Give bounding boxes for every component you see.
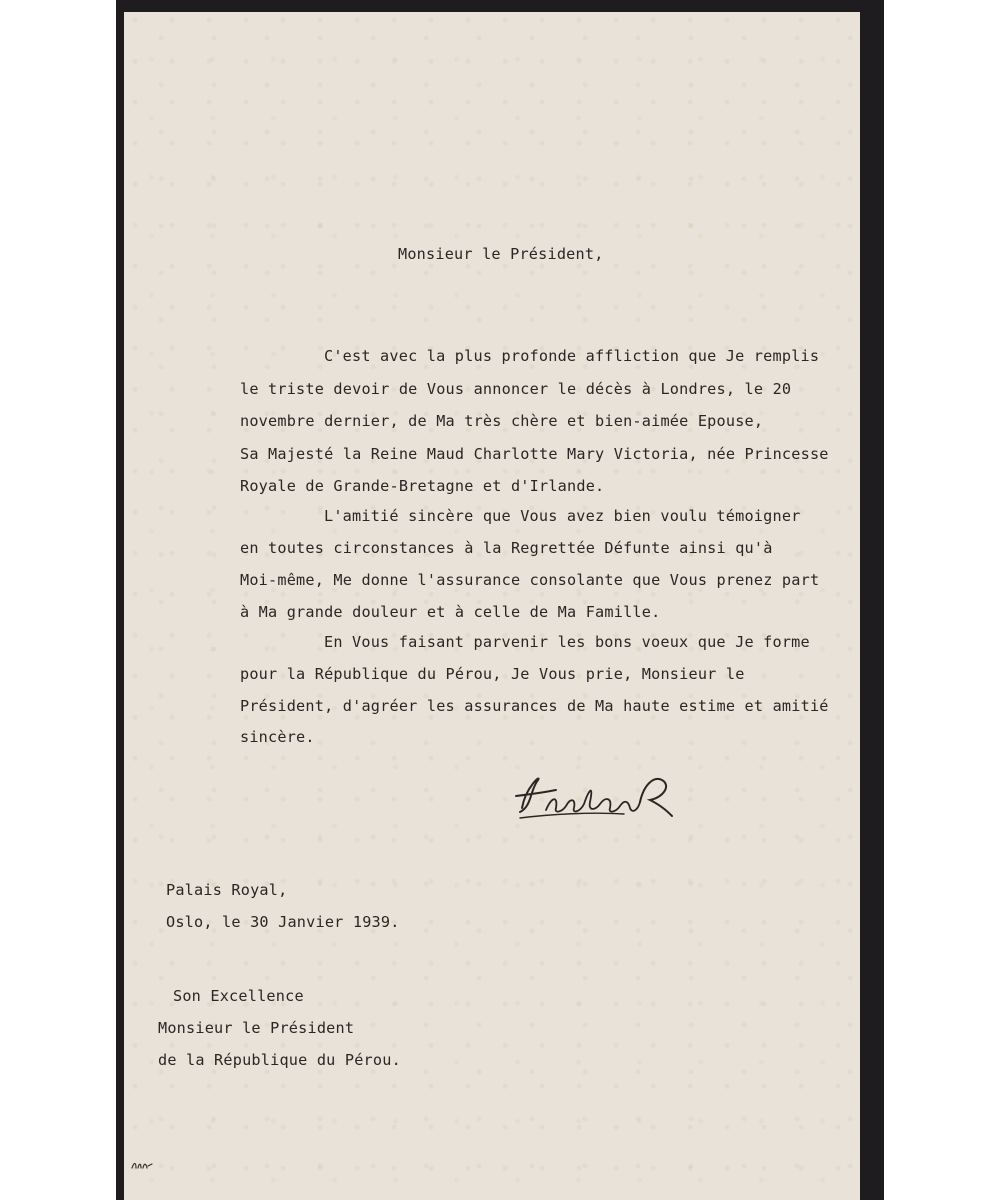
pencil-mark [130,1158,154,1172]
addressee-line: Son Excellence [173,987,304,1005]
place: Palais Royal, [166,881,288,899]
text-line: Moi-même, Me donne l'assurance consolante que Vous prenez part [240,571,820,589]
salutation: Monsieur le Président, [398,245,604,263]
text-line: pour la République du Pérou, Je Vous prie, Monsieur le [240,665,745,683]
text-line: à Ma grande douleur et à celle de Ma Famille. [240,603,661,621]
text-line: En Vous faisant parvenir les bons voeux que Je forme [324,633,810,651]
date: Oslo, le 30 Janvier 1939. [166,913,400,931]
addressee-line: de la République du Pérou. [158,1051,401,1069]
text-line: Royale de Grande-Bretagne et d'Irlande. [240,477,605,495]
text-line: en toutes circonstances à la Regrettée Défunte ainsi qu'à [240,539,773,557]
text-line: C'est avec la plus profonde affliction que Je remplis [324,347,820,365]
text-line: le triste devoir de Vous annoncer le décès à Londres, le 20 [240,380,792,398]
text-line: sincère. [240,728,315,746]
text-line: Sa Majesté la Reine Maud Charlotte Mary Victoria, née Princesse [240,445,829,463]
addressee-line: Monsieur le Président [158,1019,355,1037]
text-line: Président, d'agréer les assurances de Ma haute estime et amitié [240,697,829,715]
text-line: L'amitié sincère que Vous avez bien voulu témoigner [324,507,801,525]
text-line: novembre dernier, de Ma très chère et bien-aimée Epouse, [240,412,764,430]
signature [512,766,682,830]
